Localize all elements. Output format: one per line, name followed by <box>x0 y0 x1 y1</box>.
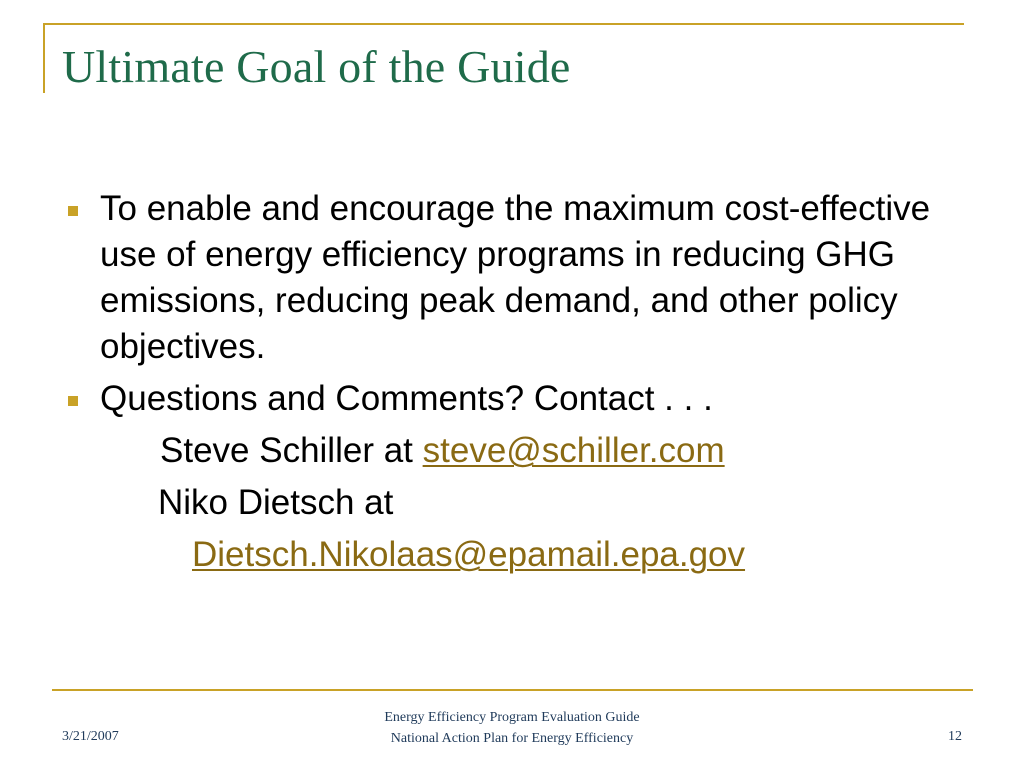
square-bullet-icon <box>68 206 78 216</box>
bullet-item-goal <box>62 186 942 370</box>
contact-line-schiller <box>62 428 942 474</box>
email-link-schiller[interactable]: steve@schiller.com <box>422 431 725 470</box>
footer-title-line2: National Action Plan for Energy Efficiency <box>390 731 634 746</box>
footer-date: 3/21/2007 <box>62 729 119 744</box>
left-rule <box>43 23 45 93</box>
page-number: 12 <box>948 729 962 744</box>
footer-title <box>312 707 712 749</box>
email-link-dietsch[interactable]: Dietsch.Nikolaas@epamail.epa.gov <box>192 535 746 574</box>
contact-line-dietsch-email <box>62 532 942 578</box>
square-bullet-icon <box>68 396 78 406</box>
slide-title: Ultimate Goal of the Guide <box>62 41 571 92</box>
bullet-text: Questions and Comments? Contact . . . <box>100 379 713 418</box>
bullet-text: To enable and encourage the maximum cost-effective use of energy efficiency programs in reducing GHG emissions, reducing peak demand, and other policy objectives. <box>100 189 931 366</box>
bullet-item-questions <box>62 376 942 422</box>
footer-rule <box>52 689 973 691</box>
slide-body <box>62 186 942 578</box>
contact-prefix: Niko Dietsch at <box>158 483 394 522</box>
top-rule <box>43 23 964 25</box>
contact-line-dietsch <box>62 480 942 526</box>
footer-title-line1: Energy Efficiency Program Evaluation Guide <box>384 710 640 725</box>
contact-prefix: Steve Schiller at <box>160 431 423 470</box>
